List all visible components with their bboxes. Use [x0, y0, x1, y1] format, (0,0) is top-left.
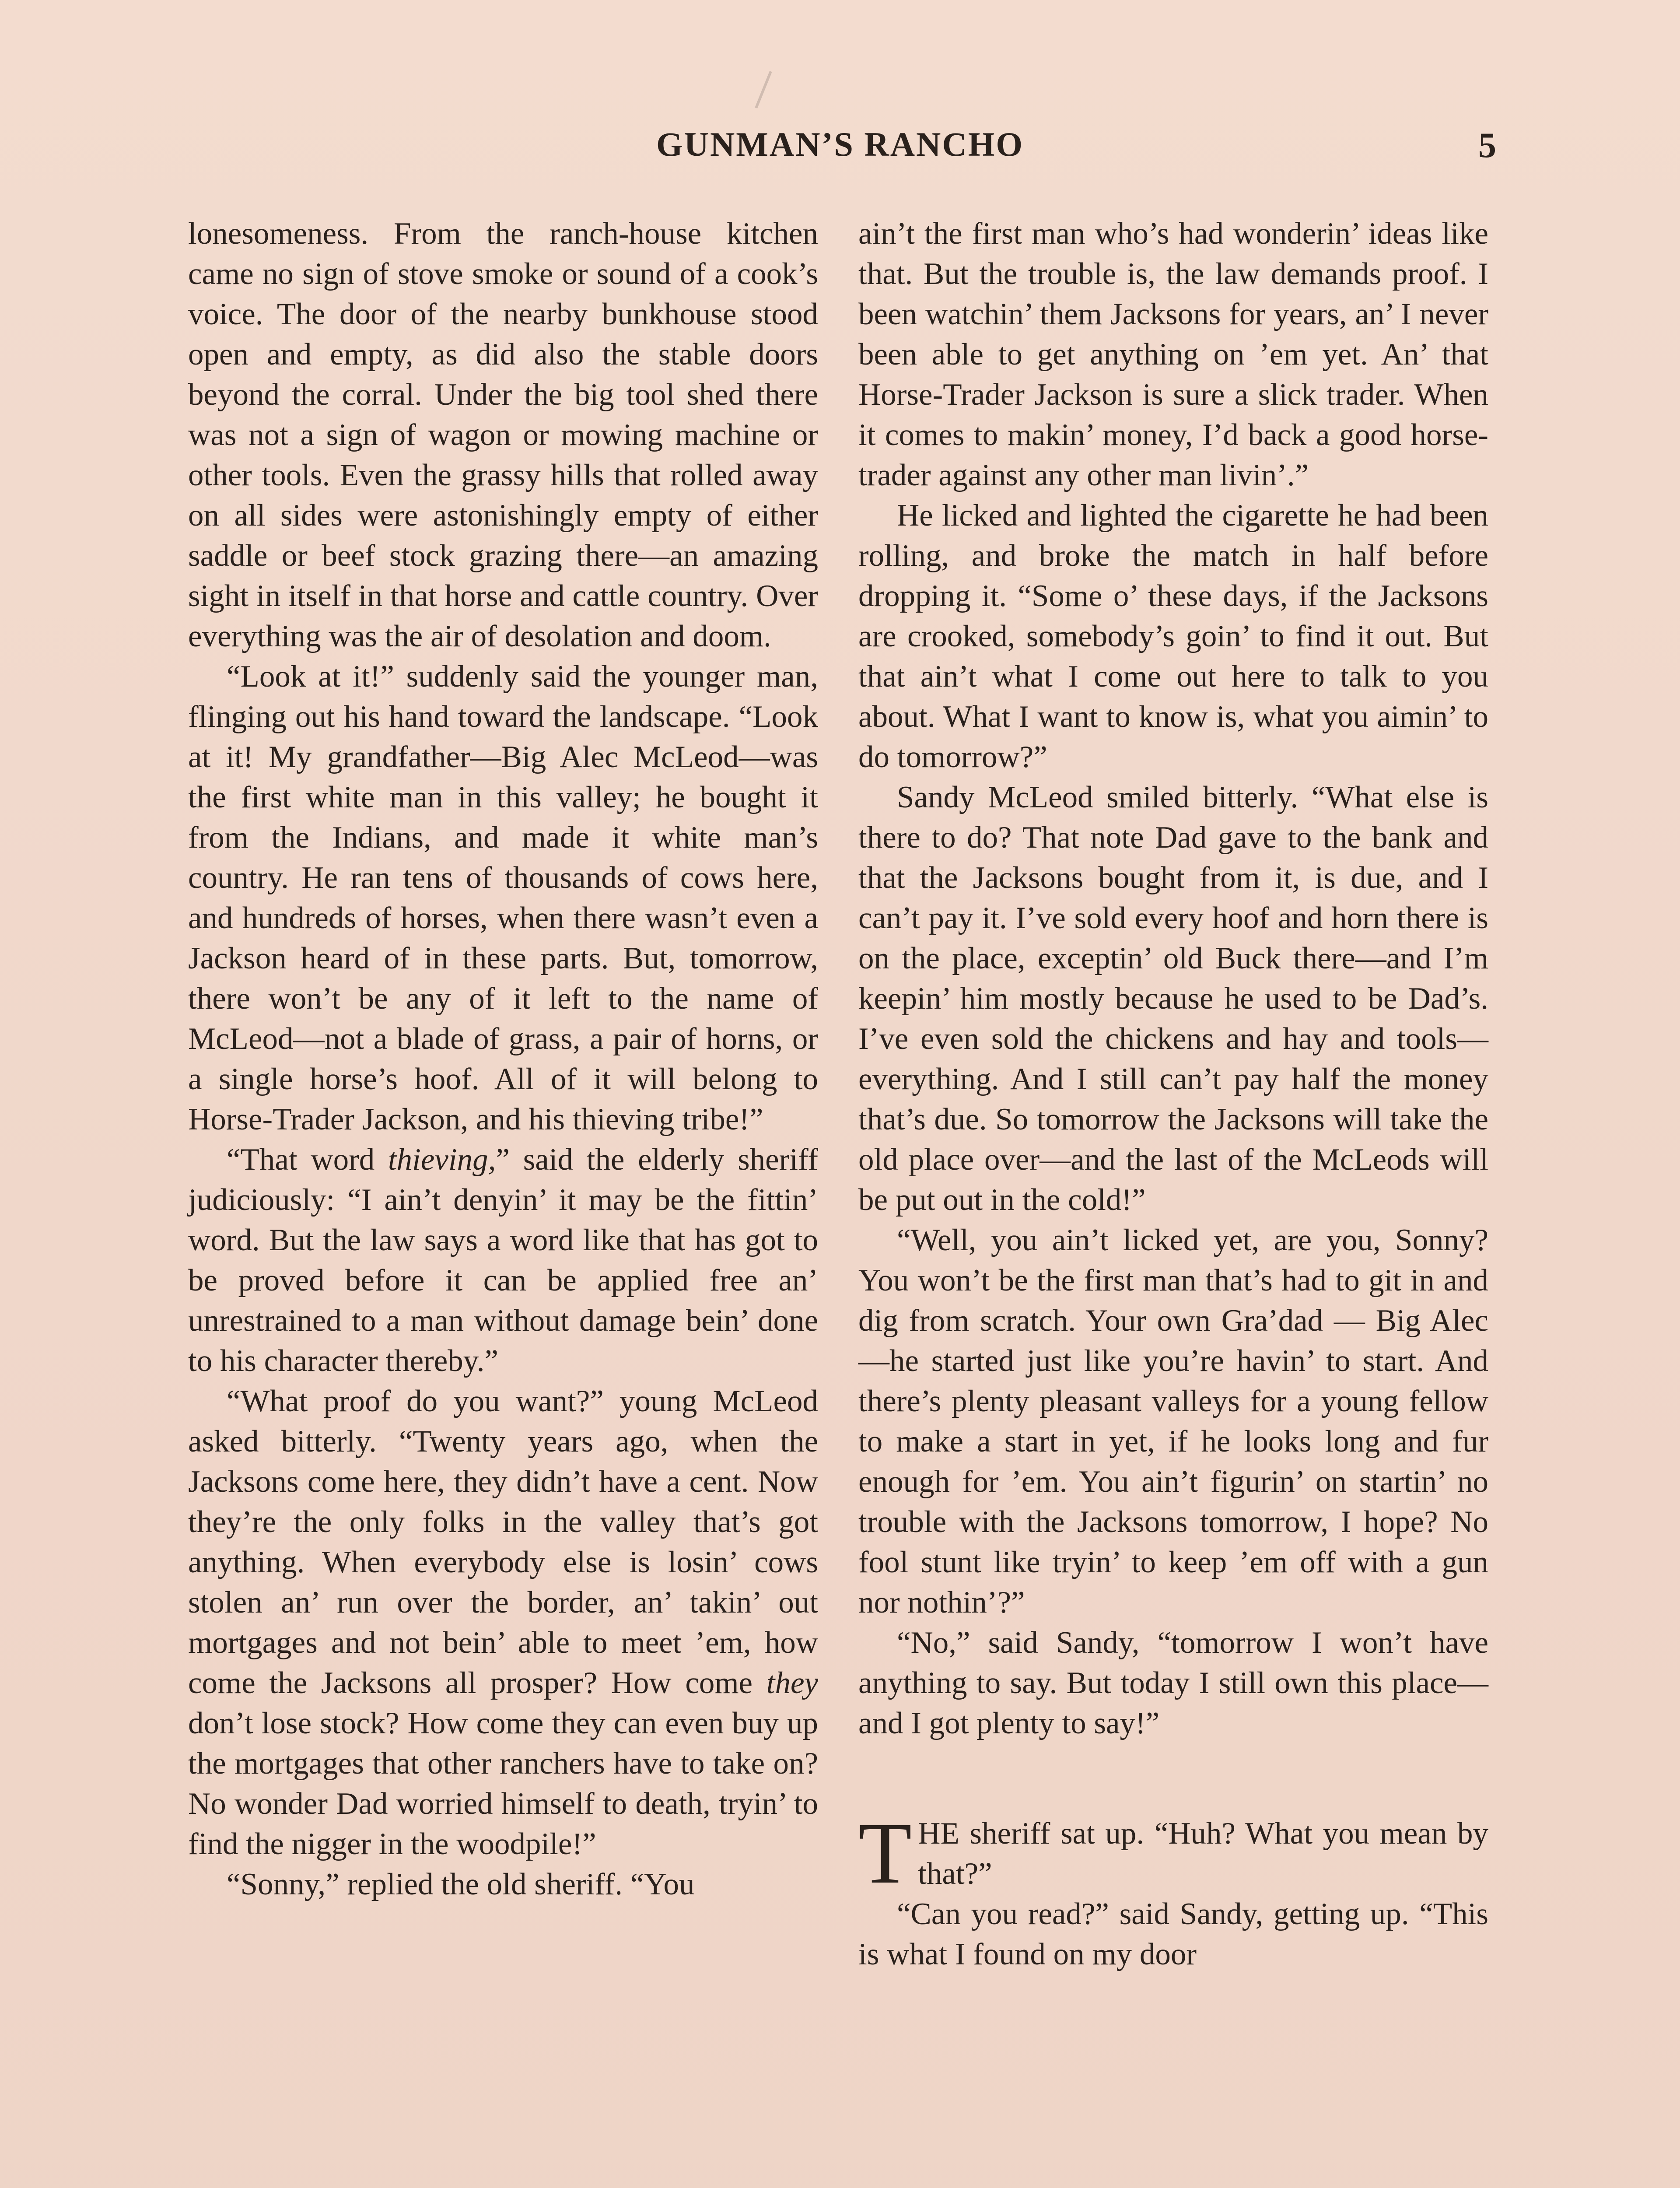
paragraph: “Well, you ain’t licked yet, are you, Sonny? You won’t be the first man that’s had to git in and dig from scratch. Your own Gra’dad — Big Alec—he started just like you’re havin’ to start. And there’s plenty pleasant valleys for a young fellow to make a start in yet, if he looks long and fur enough for ’em. You ain’t figurin’ on startin’ no trouble with the Jacksons tomorrow, I hope? No fool stunt like tryin’ to keep ’em off with a gun nor nothin’?” — [858, 1223, 1488, 1620]
running-title: GUNMAN’S RANCHO — [656, 125, 1024, 163]
text-span: don’t lose stock? How come they can even buy up the mortgages that other ranchers have to take on? No wonder Dad worried himself to death, tryin’ to find the nigger in the woodpile!” — [188, 1706, 818, 1861]
paragraph: lonesomeness. From the ranch-house kitchen came no sign of stove smoke or sound of a cook’s voice. The door of the nearby bunkhouse stood open and empty, as did also the stable doors beyond the corral. Under the big tool shed there was not a sign of wagon or mowing machine or other tools. Even the grassy hills that rolled away on all sides were astonishingly empty of either saddle or beef stock grazing there—an amazing sight in itself in that horse and cattle country. Over everything was the air of desolation and doom. — [188, 217, 818, 653]
drop-cap: T — [858, 1805, 912, 1902]
text-span: ” said the elderly sheriff judiciously: “I ain’t denyin’ it may be the fittin’ word. But the law says a word like that has got to be proved before it can be applied free an’ unrestrained to a man without damage bein’ done to his character thereby.” — [188, 1143, 818, 1378]
paragraph — [188, 1381, 818, 1864]
paragraph: “Sonny,” replied the old sheriff. “You — [227, 1867, 695, 1901]
paragraph: “Can you read?” said Sandy, getting up. “This is what I found on my door — [858, 1897, 1488, 1971]
paragraph: ain’t the first man who’s had wonderin’ ideas like that. But the trouble is, the law demands proof. I been watchin’ them Jacksons for years, an’ I never been able to get anything on ’em yet. An’ that Horse-Trader Jackson is sure a slick trader. When it comes to makin’ money, I’d back a good horse-trader against any other man livin’.” — [858, 217, 1488, 492]
text-span: “What proof do you want?” young McLeod asked bitterly. “Twenty years ago, when the Jacksons come here, they didn’t have a cent. Now they’re the only folks in the valley that’s got anything. When everybody else is losin’ cows stolen an’ run over the border, an’ takin’ out mortgages and not bein’ able to meet ’em, how come the Jacksons all prosper? How come — [188, 1384, 818, 1700]
pencil-mark — [755, 71, 772, 109]
right-column — [858, 214, 1488, 1974]
paragraph-dropcap — [858, 1805, 1488, 1902]
page-header — [184, 125, 1496, 173]
paragraph: “No,” said Sandy, “tomorrow I won’t have anything to say. But today I still own this place—and I got plenty to say!” — [858, 1626, 1488, 1740]
text-span: “That word — [227, 1143, 388, 1177]
italic-text: they — [766, 1666, 818, 1700]
paragraph: “Look at it!” suddenly said the younger man, flinging out his hand toward the landscape. “Look at it! My grandfather—Big Alec McLeod—was the first white man in this valley; he bought it from the Indians, and made it white man’s country. He ran tens of thousands of cows here, and hundreds of horses, when there wasn’t even a Jackson heard of in these parts. But, tomorrow, there won’t be any of it left to the name of McLeod—not a blade of grass, a pair of horns, or a single horse’s hoof. All of it will belong to Horse-Trader Jackson, and his thieving tribe!” — [188, 659, 818, 1136]
italic-text: thieving, — [388, 1143, 496, 1177]
left-column — [188, 214, 818, 1904]
paragraph: Sandy McLeod smiled bitterly. “What else is there to do? That note Dad gave to the bank and that the Jacksons bought from it, is due, and I can’t pay it. I’ve sold every hoof and horn there is on the place, exceptin’ old Buck there—and I’m keepin’ him mostly because he used to be Dad’s. I’ve even sold the chickens and hay and tools—everything. And I still can’t pay half the money that’s due. So tomorrow the Jacksons will take the old place over—and the last of the McLeods will be put out in the cold!” — [858, 780, 1488, 1217]
paragraph — [188, 1140, 818, 1381]
paragraph: He licked and lighted the cigarette he had been rolling, and broke the match in half before dropping it. “Some o’ these days, if the Jacksons are crooked, somebody’s goin’ to find it out. But that ain’t what I come out here to talk to you about. What I want to know is, what you aimin’ to do tomorrow?” — [858, 498, 1488, 774]
page-number: 5 — [1478, 125, 1496, 165]
text-span: HE sheriff sat up. “Huh? What you mean by that?” — [918, 1816, 1488, 1891]
